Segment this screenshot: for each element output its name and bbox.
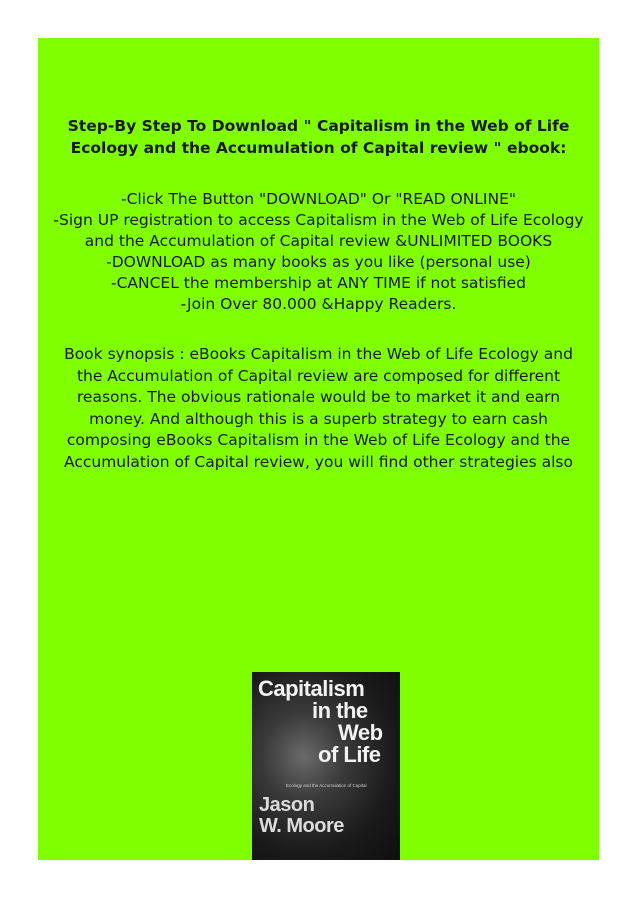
step-line: -CANCEL the membership at ANY TIME if not satisfied [110, 274, 526, 292]
synopsis-line: Book synopsis : eBooks Capitalism in the Web of Life Ecology and [64, 345, 573, 363]
book-synopsis [38, 344, 599, 474]
synopsis-line: composing eBooks Capitalism in the Web of Life Ecology and the [66, 431, 571, 450]
synopsis-line: money. And although this is a superb strategy to earn cash [89, 409, 548, 428]
page-title [38, 115, 599, 159]
synopsis-line: the Accumulation of Capital review are composed for different [76, 366, 561, 385]
synopsis-line: reasons. The obvious rationale would be to market it and earn [76, 388, 561, 407]
step-line: -Sign UP registration to access Capitalism in the Web of Life Ecology [53, 211, 584, 229]
cover-title-line: of Life [318, 742, 381, 767]
book-cover-image [252, 672, 400, 860]
step-line: -DOWNLOAD as many books as you like (personal use) [106, 253, 531, 271]
cover-title-line: in the [312, 698, 368, 723]
step-line: -Join Over 80.000 &Happy Readers. [180, 295, 457, 313]
cover-title-line: Web [338, 720, 383, 745]
cover-title [258, 678, 396, 766]
title-line: Step-By Step To Download " Capitalism in the Web of Life [67, 117, 570, 135]
synopsis-line: Accumulation of Capital review, you will find other strategies also [64, 452, 573, 471]
cover-title-line: Capitalism [258, 676, 365, 701]
cover-author-line: Jason [259, 794, 315, 816]
cover-subtitle: Ecology and the Accumulation of Capital [286, 783, 367, 788]
download-steps [38, 189, 599, 315]
step-line: and the Accumulation of Capital review &UNLIMITED BOOKS [84, 232, 553, 250]
cover-author [259, 795, 397, 837]
ebook-page [38, 38, 599, 860]
step-line: -Click The Button "DOWNLOAD" Or "READ ONLINE" [120, 190, 517, 208]
title-line: Ecology and the Accumulation of Capital review " ebook: [70, 139, 567, 157]
cover-author-line: W. Moore [259, 815, 344, 837]
